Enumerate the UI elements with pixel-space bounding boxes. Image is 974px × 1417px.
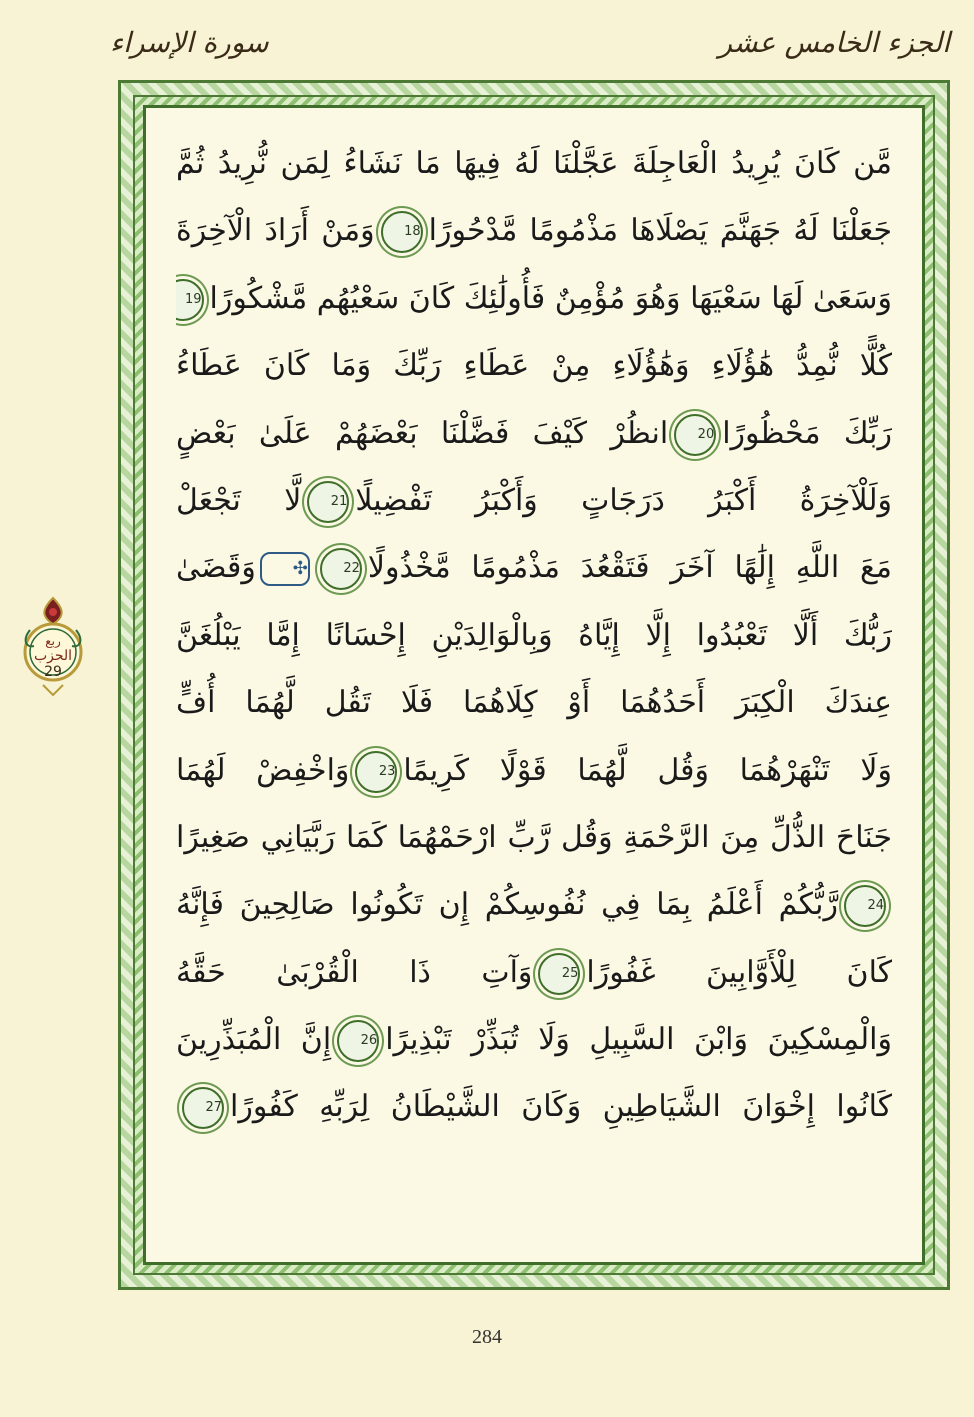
ayah-number-marker: 26 bbox=[337, 1020, 379, 1062]
page-border bbox=[118, 80, 950, 1290]
verse-line: عِندَكَ الْكِبَرَ أَحَدُهُمَا أَوْ كِلَاهُمَا فَلَا تَقُل لَّهُمَا أُفٍّ bbox=[176, 685, 892, 721]
verse-line: وَلَا تَنْهَرْهُمَا وَقُل لَّهُمَا قَوْلًا كَرِيمًا23وَاخْفِضْ لَهُمَا bbox=[176, 737, 892, 804]
verse-line: كَانُوا إِخْوَانَ الشَّيَاطِينِ وَكَانَ الشَّيْطَانُ لِرَبِّهِ كَفُورًا27 bbox=[176, 1073, 892, 1140]
section-mark-icon: ✣ bbox=[260, 552, 310, 586]
ayah-number-marker: 19 bbox=[176, 279, 204, 321]
ayah-number-marker: 27 bbox=[182, 1087, 224, 1129]
page-header bbox=[110, 18, 950, 74]
ayah-number-marker: 23 bbox=[355, 751, 397, 793]
hizb-number: 29 bbox=[44, 664, 62, 680]
verse-line: وَلَلْآخِرَةُ أَكْبَرُ دَرَجَاتٍ وَأَكْبَرُ تَفْضِيلًا21لَّا تَجْعَلْ bbox=[176, 467, 892, 534]
hizb-label-hizb: الحزب bbox=[33, 648, 73, 664]
hizb-marker bbox=[18, 590, 88, 700]
verse-line: جَنَاحَ الذُّلِّ مِنَ الرَّحْمَةِ وَقُل رَّبِّ ارْحَمْهُمَا كَمَا رَبَّيَانِي صَغِيرًا bbox=[176, 819, 892, 855]
verse-line: وَسَعَىٰ لَهَا سَعْيَهَا وَهُوَ مُؤْمِنٌ فَأُولَٰئِكَ كَانَ سَعْيُهُم مَّشْكُورًا19 bbox=[176, 265, 892, 332]
verse-line: كُلًّا نُّمِدُّ هَٰؤُلَاءِ وَهَٰؤُلَاءِ مِنْ عَطَاءِ رَبِّكَ وَمَا كَانَ عَطَاءُ bbox=[176, 348, 892, 384]
hizb-label-quarter: ربع bbox=[45, 634, 61, 648]
ayah-number-marker: 24 bbox=[844, 885, 886, 927]
ayah-number-marker: 20 bbox=[674, 414, 716, 456]
page-number: 284 bbox=[472, 1326, 502, 1348]
juz-title: الجزء الخامس عشر bbox=[718, 26, 950, 59]
ayah-number-marker: 22 bbox=[320, 548, 362, 590]
verse-line: رَبُّكَ أَلَّا تَعْبُدُوا إِلَّا إِيَّاهُ وَبِالْوَالِدَيْنِ إِحْسَانًا إِمَّا يَبْلُغَنَّ bbox=[176, 617, 892, 653]
verse-line: مَّن كَانَ يُرِيدُ الْعَاجِلَةَ عَجَّلْنَا لَهُ فِيهَا مَا نَشَاءُ لِمَن نُّرِيدُ ثُمَّ bbox=[176, 146, 892, 181]
verse-line: 24رَّبُّكُمْ أَعْلَمُ بِمَا فِي نُفُوسِكُمْ إِن تَكُونُوا صَالِحِينَ فَإِنَّهُ bbox=[176, 871, 892, 938]
verse-line: وَالْمِسْكِينَ وَابْنَ السَّبِيلِ وَلَا تُبَذِّرْ تَبْذِيرًا26إِنَّ الْمُبَذِّرِينَ bbox=[176, 1006, 892, 1073]
ayah-number-marker: 18 bbox=[381, 211, 423, 253]
verse-lines bbox=[176, 130, 892, 1242]
verse-line: جَعَلْنَا لَهُ جَهَنَّمَ يَصْلَاهَا مَذْمُومًا مَّدْحُورًا18وَمَنْ أَرَادَ الْآخِرَةَ bbox=[176, 197, 892, 264]
verse-line: مَعَ اللَّهِ إِلَٰهًا آخَرَ فَتَقْعُدَ مَذْمُومًا مَّخْذُولًا22✣وَقَضَىٰ bbox=[176, 534, 892, 601]
verse-line: كَانَ لِلْأَوَّابِينَ غَفُورًا25وَآتِ ذَا الْقُرْبَىٰ حَقَّهُ bbox=[176, 939, 892, 1006]
surah-title: سورة الإسراء bbox=[110, 26, 269, 59]
ayah-number-marker: 21 bbox=[307, 481, 349, 523]
verse-line: رَبِّكَ مَحْظُورًا20انظُرْ كَيْفَ فَضَّلْنَا بَعْضَهُمْ عَلَىٰ بَعْضٍ bbox=[176, 400, 892, 467]
ayah-number-marker: 25 bbox=[538, 953, 580, 995]
text-panel bbox=[143, 105, 925, 1265]
